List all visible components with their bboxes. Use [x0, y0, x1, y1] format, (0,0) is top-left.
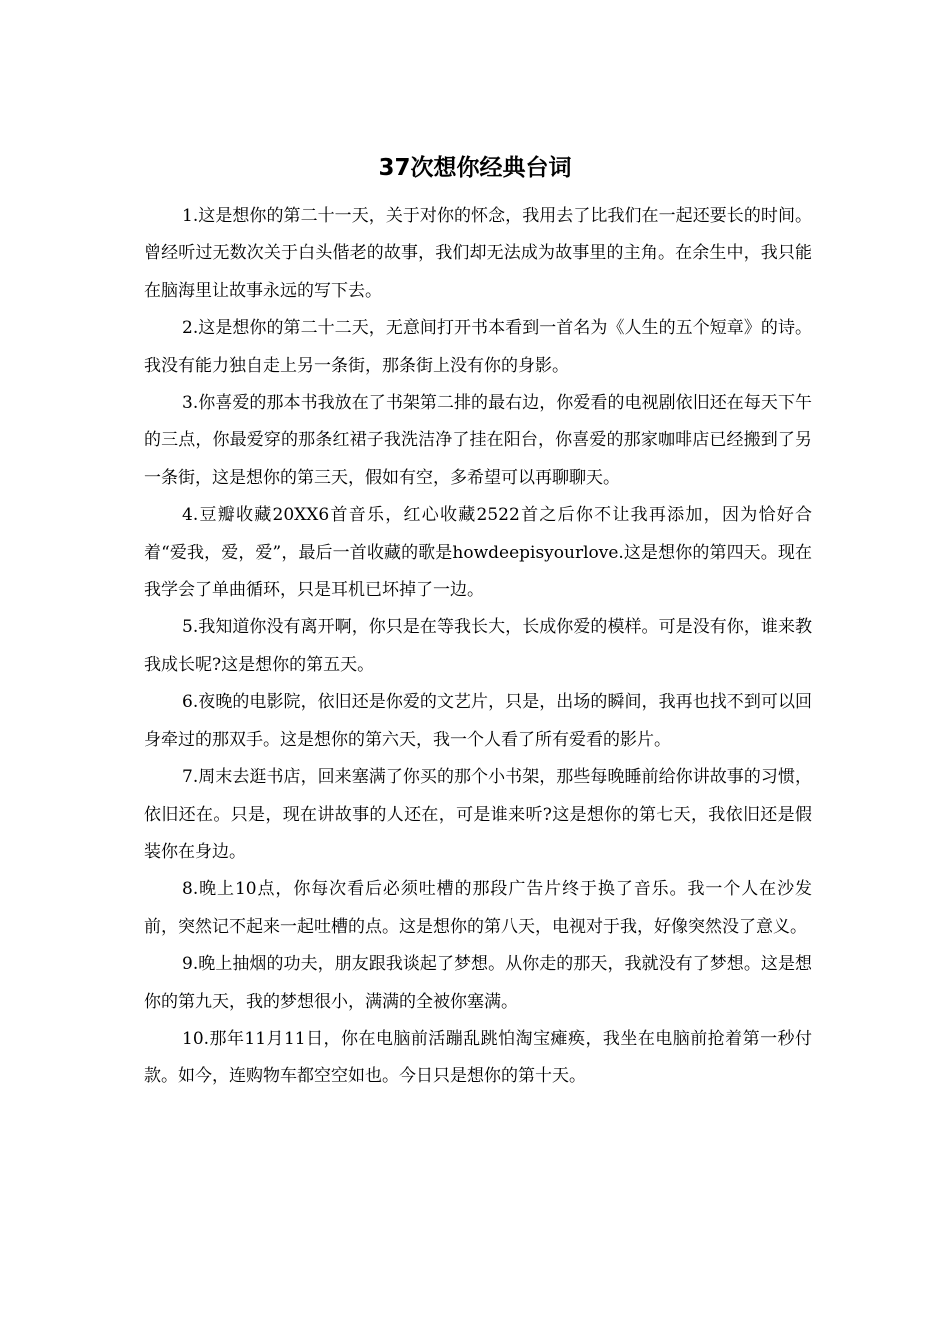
- paragraph-1: 1.这是想你的第二十一天，关于对你的怀念，我用去了比我们在一起还要长的时间。曾经听过无数次关于白头偕老的故事，我们却无法成为故事里的主角。在余生中，我只能在脑海里让故事永远的写下去。: [144, 206, 812, 301]
- paragraph-10: 10.那年11月11日，你在电脑前活蹦乱跳怕淘宝瘫痪，我坐在电脑前抢着第一秒付款。如今，连购物车都空空如也。今日只是想你的第十天。: [144, 1028, 812, 1087]
- paragraph-3: 3.你喜爱的那本书我放在了书架第二排的最右边，你爱看的电视剧依旧还在每天下午的三点，你最爱穿的那条红裙子我洗洁净了挂在阳台，你喜爱的那家咖啡店已经搬到了另一条街，这是想你的第三天，假如有空，多希望可以再聊聊天。: [144, 393, 812, 488]
- paragraph-2: 2.这是想你的第二十二天，无意间打开书本看到一首名为《人生的五个短章》的诗。我没有能力独自走上另一条街，那条街上没有你的身影。: [144, 318, 812, 376]
- paragraph-4: 4.豆瓣收藏20XX6首音乐，红心收藏2522首之后你不让我再添加，因为恰好合着“爱我，爱，爱”，最后一首收藏的歌是howdeepisyourlove.这是想你的第四天。现在我学会了单曲循环，只是耳机已坏掉了一边。: [144, 505, 812, 601]
- paragraph-5: 5.我知道你没有离开啊，你只是在等我长大，长成你爱的模样。可是没有你，谁来教我成长呢?这是想你的第五天。: [144, 617, 812, 675]
- document-body: [144, 198, 812, 1096]
- document-title: 37次想你经典台词: [378, 155, 572, 181]
- paragraph-8: 8.晚上10点，你每次看后必须吐槽的那段广告片终于换了音乐。我一个人在沙发前，突然记不起来一起吐槽的点。这是想你的第八天，电视对于我，好像突然没了意义。: [144, 879, 812, 937]
- paragraph-9: 9.晚上抽烟的功夫，朋友跟我谈起了梦想。从你走的那天，我就没有了梦想。这是想你的第九天，我的梦想很小，满满的全被你塞满。: [144, 954, 812, 1012]
- paragraph-6: 6.夜晚的电影院，依旧还是你爱的文艺片，只是，出场的瞬间，我再也找不到可以回身牵过的那双手。这是想你的第六天，我一个人看了所有爱看的影片。: [144, 692, 812, 750]
- paragraph-7: 7.周末去逛书店，回来塞满了你买的那个小书架，那些每晚睡前给你讲故事的习惯，依旧还在。只是，现在讲故事的人还在，可是谁来听?这是想你的第七天，我依旧还是假装你在身边。: [144, 767, 812, 862]
